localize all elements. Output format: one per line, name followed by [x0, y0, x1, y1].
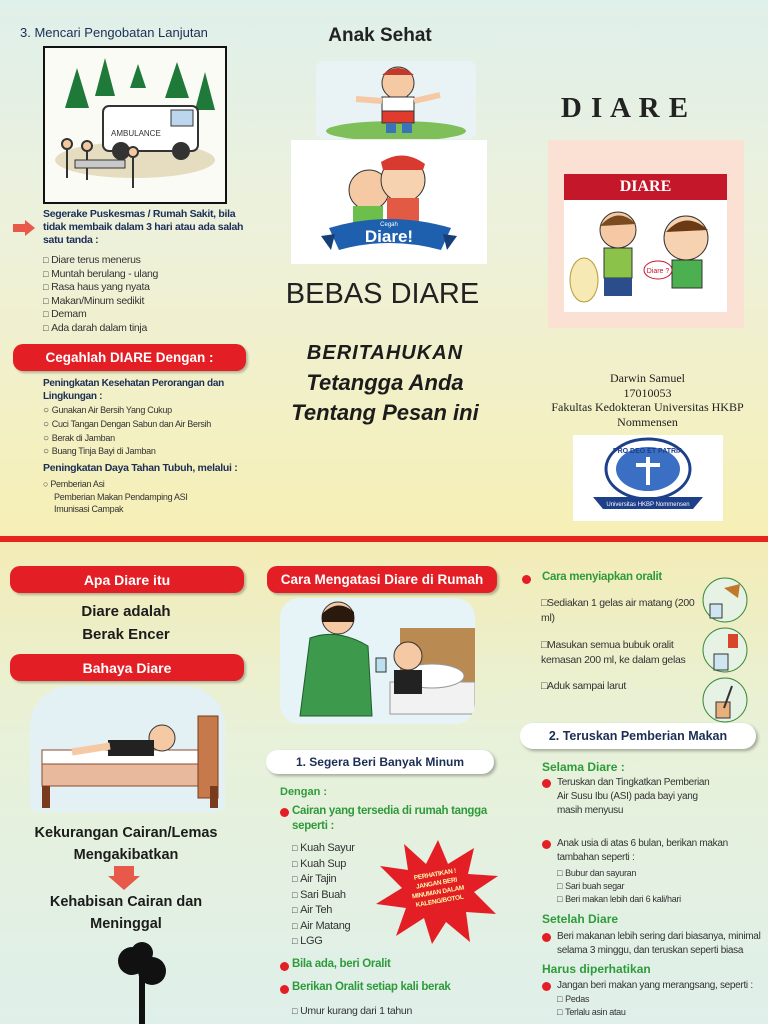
during-diarrhea-title: Selama Diare : [542, 760, 625, 774]
bullet-dot-icon [542, 840, 551, 849]
foods-list [557, 867, 681, 906]
slogan-line: Tentang Pesan ini [291, 400, 479, 425]
what-is-diarrhea-pill: Apa Diare itu [10, 566, 244, 593]
after-item: Beri makanan lebih sering dari biasanya, minimal selama 3 minggu, dan teruskan seperti biasa [557, 931, 761, 956]
list-item: ○ Berak di Jamban [43, 432, 211, 446]
list-item: □ Terlalu asin atau [557, 1006, 626, 1019]
referral-instruction: Segerake Puskesmas / Rumah Sakit, bila tidak membaik dalam 3 hari atau ada salah satu tanda : [43, 208, 244, 246]
list-item: □ LGG [292, 934, 355, 950]
bullet-dot-icon [522, 575, 531, 584]
bullet-dot-icon [542, 779, 551, 788]
during-item-2: Anak usia di atas 6 bulan, berikan makan tambahan seperti : [557, 838, 728, 863]
inner-panels [0, 542, 768, 1024]
list-item: □ Pedas [557, 993, 626, 1006]
cegah-diare-logo [291, 140, 487, 264]
bullet-dot-icon [280, 962, 289, 971]
bullet-dot-icon [280, 985, 289, 994]
referral-heading: 3. Mencari Pengobatan Lanjutan [20, 25, 208, 40]
oralit-tip1: Bila ada, beri Oralit [292, 958, 391, 970]
mother-child-illustration [280, 598, 475, 724]
main-title: BEBAS DIARE [285, 278, 480, 310]
list-item: □ Muntah berulang - ulang [43, 268, 158, 282]
list-item: □ Rasa haus yang nyata [43, 281, 158, 295]
consequence-cause: Kekurangan Cairan/Lemas Mengakibatkan [34, 825, 218, 863]
danger-pill: Bahaya Diare [10, 654, 244, 681]
during-item-1: Teruskan dan Tingkatkan Pemberian Air Susu Ibu (ASI) pada bayi yang masih menyusu [557, 777, 710, 816]
healthy-boy-illustration [316, 61, 476, 139]
list-item: □ Umur kurang dari 1 tahun [292, 1004, 412, 1018]
logo-word-text: Diare! [364, 227, 414, 246]
health-list [43, 404, 211, 459]
notice-title: Harus diperhatikan [542, 962, 651, 976]
definition-line: Diare adalah [81, 603, 171, 620]
faculty: Fakultas Kedokteran Universitas HKBP Nommensen [551, 400, 744, 429]
prevention-pill: Cegahlah DIARE Dengan : [13, 344, 246, 371]
liquids-list [292, 841, 355, 950]
notice-item: Jangan beri makan yang merangsang, seperti : [557, 980, 753, 991]
definition [20, 600, 232, 646]
sick-child-illustration [30, 686, 225, 812]
health-title: Peningkatan Kesehatan Perorangan dan Lingkungan : [43, 378, 224, 402]
home-treatment-pill: Cara Mengatasi Diare di Rumah [267, 566, 497, 593]
list-item: □ Air Matang [292, 919, 355, 935]
step1-pill: 1. Segera Beri Banyak Minum [266, 750, 494, 774]
list-item: □ Kuah Sup [292, 857, 355, 873]
list-item: □ Air Tajin [292, 872, 355, 888]
list-item: □ Bubur dan sayuran [557, 867, 681, 880]
warning-text: PERHATIKAN ! JANGAN BERI MINUMAN DALAM KALENG/BOTOL [411, 867, 465, 909]
prep-step-2: □Masukan semua bubuk oralit kemasan 200 ml, ke dalam gelas [541, 639, 686, 666]
circle-bullet-icon: ○ [43, 479, 51, 489]
author-block [540, 371, 755, 429]
list-item: □ Diare terus menerus [43, 254, 158, 268]
ambulance-illustration [43, 46, 227, 204]
arrow-right-icon [13, 220, 35, 236]
list-item: □ Kuah Sayur [292, 841, 355, 857]
after-diarrhea-title: Setelah Diare [542, 912, 619, 926]
prep-step-3: □Aduk sampai larut [541, 680, 626, 692]
author-id: 17010053 [623, 385, 672, 400]
checkbox-icon: □ [541, 639, 548, 651]
step2-pill: 2. Teruskan Pemberian Makan [520, 723, 756, 749]
warning-burst [376, 840, 500, 944]
liquids-title: Cairan yang tersedia di rumah tangga seperti : [292, 805, 487, 832]
list-item: Imunisasi Campak [54, 504, 124, 514]
list-item: □ Sari Buah [292, 888, 355, 904]
consequence-effect: Kehabisan Cairan dan Meninggal [49, 894, 203, 932]
bullet-dot-icon [542, 933, 551, 942]
list-item: □ Ada darah dalam tinja [43, 322, 158, 336]
diare-cover-illustration [548, 140, 744, 328]
danger-signs-list [43, 254, 158, 335]
oralit-tip2: Berikan Oralit setiap kali berak [292, 981, 451, 993]
checkbox-icon: □ [541, 597, 548, 609]
cover-title: D I A R E [560, 92, 690, 124]
bullet-dot-icon [542, 982, 551, 991]
list-item: □ Beri makan lebih dari 6 kali/hari [557, 893, 681, 906]
definition-line: Berak Encer [82, 626, 170, 643]
anak-sehat-heading: Anak Sehat [328, 25, 432, 46]
diare-banner: DIARE [564, 174, 727, 200]
oralit-steps-icon [700, 576, 750, 726]
avoid-list [557, 993, 626, 1019]
list-item: ○ Buang Tinja Bayi di Jamban [43, 445, 211, 459]
immune-title: Peningkatan Daya Tahan Tubuh, melalui : [43, 462, 238, 474]
logo-small-text: Cegah [380, 222, 398, 228]
bullet-dot-icon [280, 808, 289, 817]
list-item: ○ Pemberian Asi [43, 479, 105, 489]
list-item: ○ Gunakan Air Bersih Yang Cukup [43, 404, 211, 418]
slogan [270, 338, 500, 428]
university-seal [573, 435, 723, 521]
seal-motto: PRO DEO ET PATRIA [612, 448, 684, 455]
list-item: ○ Cuci Tangan Dengan Sabun dan Air Bersih [43, 418, 211, 432]
checkbox-icon: □ [541, 680, 548, 692]
list-item: Pemberian Makan Pendamping ASI [54, 491, 188, 502]
prep-step-1: □Sediakan 1 gelas air matang (200 ml) [541, 597, 695, 624]
bubble-text: Diare ? [646, 268, 670, 275]
list-item: □ Makan/Minum sedikit [43, 295, 158, 309]
list-item: □ Air Teh [292, 903, 355, 919]
trees-icon [112, 939, 176, 1024]
slogan-line: BERITAHUKAN [306, 342, 464, 364]
arrow-down-icon [108, 866, 140, 890]
seal-caption: Universitas HKBP Nommensen [606, 502, 690, 508]
ambulance-text: AMBULANCE [111, 129, 161, 138]
list-item: □ Demam [43, 308, 158, 322]
oralit-prep-title: Cara menyiapkan oralit [542, 571, 662, 583]
author-name: Darwin Samuel [610, 371, 685, 385]
dengan-label: Dengan : [280, 786, 328, 798]
immune-list [43, 478, 188, 516]
age-list [292, 1004, 412, 1018]
list-item: □ Sari buah segar [557, 880, 681, 893]
slogan-line: Tetangga Anda [306, 370, 464, 395]
